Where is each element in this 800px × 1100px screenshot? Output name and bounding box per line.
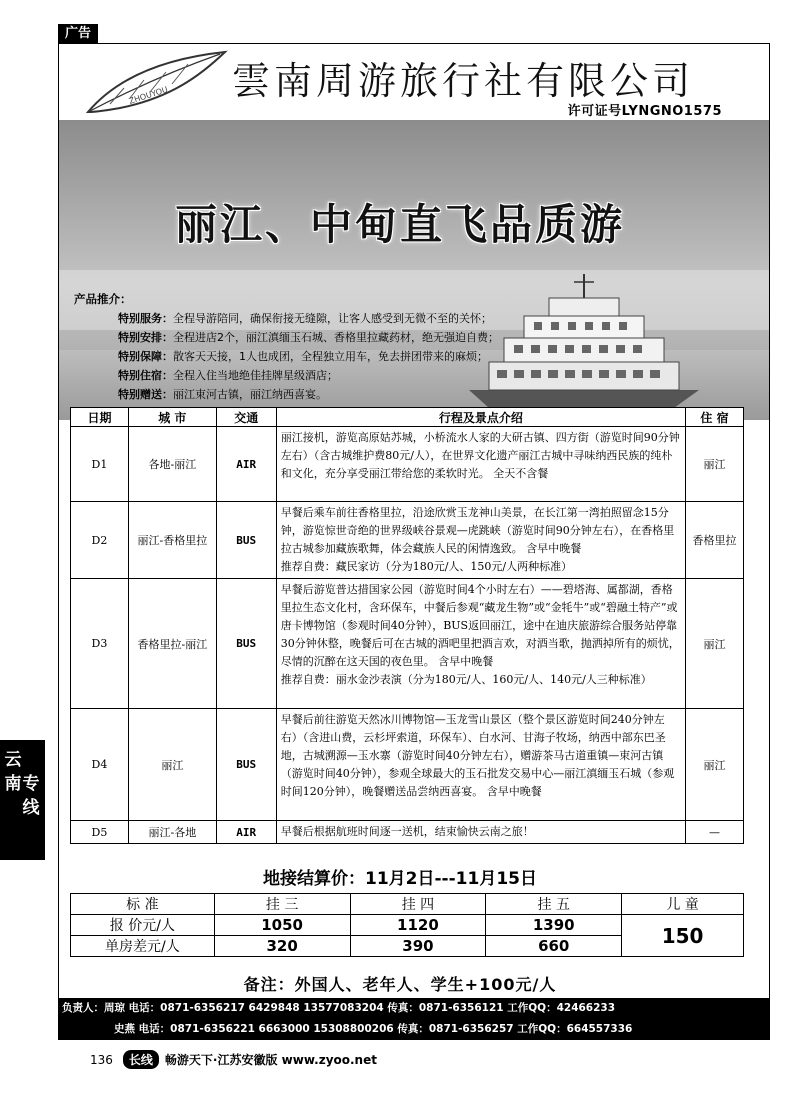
price-row-label: 单房差元/人 <box>71 936 215 957</box>
itinerary-table <box>70 407 744 844</box>
promo-item: 特别住宿：全程入住当地绝佳挂牌星级酒店； <box>118 369 338 382</box>
day-cell: D1 <box>71 427 129 502</box>
price-value: 1050 <box>214 915 350 936</box>
price-header: 挂 四 <box>350 894 486 915</box>
description-cell: 早餐后根据航班时间逐一送机，结束愉快云南之旅！ <box>276 821 685 844</box>
price-header-row <box>71 894 744 915</box>
header-date: 日期 <box>71 408 129 427</box>
feather-logo-icon <box>80 46 230 118</box>
footer-text: 畅游天下·江苏安徽版 www.zyoo.net <box>164 1053 377 1067</box>
hotel-cell: 丽江 <box>686 709 744 821</box>
price-value: 390 <box>350 936 486 957</box>
child-price: 150 <box>622 915 744 957</box>
license-number: 许可证号LYNGNO1575 <box>567 104 722 119</box>
header-hotel: 住 宿 <box>686 408 744 427</box>
city-cell: 丽江-香格里拉 <box>128 502 216 579</box>
logo-text: ZHOUYOU <box>127 84 169 106</box>
remark-note: 备注：外国人、老年人、学生+100元/人 <box>243 975 557 994</box>
ad-tag: 广告 <box>58 24 98 44</box>
description-cell: 丽江接机，游览高原姑苏城，小桥流水人家的大研古镇、四方街（游览时间90分钟左右）（含古城维护费80元/人），在世界文化遗产丽江古城中寻味纳西民族的纯朴和文化，充分享受丽江带给您的柔软时光。 全天不含餐 <box>276 427 685 502</box>
price-header: 挂 五 <box>486 894 622 915</box>
promo-item: 特别服务：全程导游陪同，确保衔接无缝隙，让客人感受到无微不至的关怀； <box>118 312 492 325</box>
transport-cell: BUS <box>216 502 276 579</box>
company-name: 雲南周游旅行社有限公司 <box>232 59 695 103</box>
table-row <box>71 821 744 844</box>
hotel-cell: — <box>686 821 744 844</box>
itinerary-header-row <box>71 408 744 427</box>
day-cell: D2 <box>71 502 129 579</box>
day-cell: D5 <box>71 821 129 844</box>
header-transport: 交通 <box>216 408 276 427</box>
hotel-cell: 丽江 <box>686 427 744 502</box>
header-description: 行程及景点介绍 <box>276 408 685 427</box>
price-value: 1390 <box>486 915 622 936</box>
price-header: 挂 三 <box>214 894 350 915</box>
contact-line: 负责人：周琼 电话：0871-6356217 6429848 13577083204 传真：0871-6356121 工作QQ：42466233 <box>62 1002 616 1014</box>
promo-title: 产品推介： <box>74 292 132 306</box>
promo-item: 特别赠送：丽江束河古镇，丽江纳西喜宴。 <box>118 388 327 401</box>
promo-item: 特别保障：散客天天接，1人也成团，全程独立用车，免去拼团带来的麻烦； <box>118 350 488 363</box>
promo-item: 特别安排：全程进店2个，丽江滇缅玉石城、香格里拉藏药材，绝无强迫自费； <box>118 331 499 344</box>
footer-brand: 长线 <box>123 1050 159 1069</box>
transport-cell: BUS <box>216 579 276 709</box>
side-tab-text: 云 南 <box>4 750 22 794</box>
page-footer <box>90 1050 377 1069</box>
city-cell: 香格里拉-丽江 <box>128 579 216 709</box>
headline: 丽江、中甸直飞品质游 <box>174 200 625 249</box>
price-value: 320 <box>214 936 350 957</box>
price-value: 1120 <box>350 915 486 936</box>
table-row <box>71 709 744 821</box>
price-title: 地接结算价：11月2日---11月15日 <box>263 869 537 889</box>
contact-line: 史燕 电话：0871-6356221 6663000 15308800206 传真：0871-6356257 工作QQ：664557336 <box>114 1023 633 1035</box>
price-header: 儿 童 <box>622 894 744 915</box>
price-row-label: 报 价元/人 <box>71 915 215 936</box>
hotel-cell: 香格里拉 <box>686 502 744 579</box>
price-header: 标 准 <box>71 894 215 915</box>
header-city: 城 市 <box>128 408 216 427</box>
day-cell: D3 <box>71 579 129 709</box>
description-cell: 早餐后乘车前往香格里拉，沿途欣赏玉龙神山美景，在长江第一湾拍照留念15分钟，游览惊世奇绝的世界级峡谷景观—虎跳峡（游览时间90分钟左右），在香格里拉古城参加藏族歌舞，体会藏族人民的闲情逸致。 含早中晚餐 推荐自费：藏民家访（分为180元/人、150元/人两种标准） <box>276 502 685 579</box>
side-tab-text: 专 线 <box>22 774 40 818</box>
table-row <box>71 502 744 579</box>
contact-bar <box>58 998 770 1040</box>
price-value: 660 <box>486 936 622 957</box>
transport-cell: BUS <box>216 709 276 821</box>
table-row <box>71 579 744 709</box>
city-cell: 丽江-各地 <box>128 821 216 844</box>
price-table <box>70 893 744 957</box>
side-tab <box>0 740 45 860</box>
price-row <box>71 915 744 936</box>
product-promo <box>74 290 499 404</box>
description-cell: 早餐后游览普达措国家公园（游览时间4个小时左右）——碧塔海、属都湖，香格里拉生态文化村，含环保车，中餐后参观“藏龙生物”或“金牦牛”或“碧融土特产”或唐卡博物馆（参观时间40分钟），BUS返回丽江，途中在迪庆旅游综合服务站停靠30分钟休整，晚餐后可在古城的酒吧里把酒言欢，对酒当歌，抛洒掉所有的烦忧，尽情的沉醉在这天国的夜色里。 含早中晚餐 推荐自费：丽水金沙表演（分为180元/人、160元/人、140元/人三种标准） <box>276 579 685 709</box>
city-cell: 丽江 <box>128 709 216 821</box>
day-cell: D4 <box>71 709 129 821</box>
hotel-cell: 丽江 <box>686 579 744 709</box>
transport-cell: AIR <box>216 427 276 502</box>
city-cell: 各地-丽江 <box>128 427 216 502</box>
description-cell: 早餐后前往游览天然冰川博物馆—玉龙雪山景区（整个景区游览时间240分钟左右）（含进山费，云杉坪索道，环保车）、白水河、甘海子牧场，纳西中部东巴圣地，古城溯源—玉水寨（游览时间40分钟左右），赠游茶马古道重镇—束河古镇（游览时间40分钟），参观全球最大的玉石批发交易中心—丽江滇缅玉石城（参观时间120分钟），晚餐赠送品尝纳西喜宴。 含早中晚餐 <box>276 709 685 821</box>
transport-cell: AIR <box>216 821 276 844</box>
table-row <box>71 427 744 502</box>
page-number: 136 <box>90 1052 113 1067</box>
